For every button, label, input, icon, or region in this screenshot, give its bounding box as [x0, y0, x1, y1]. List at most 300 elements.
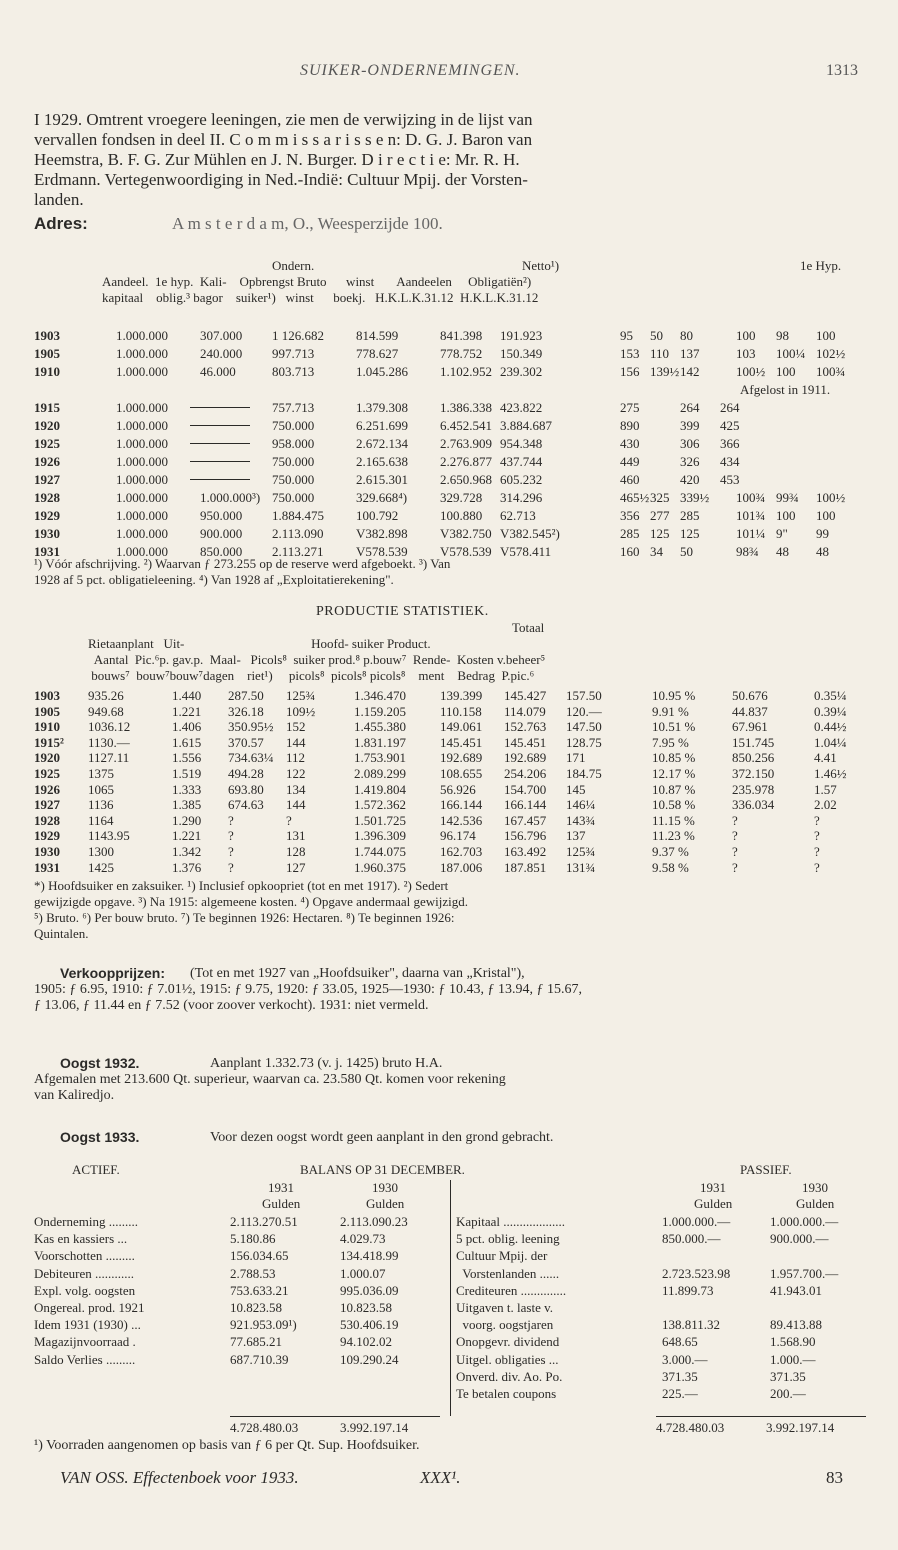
table-cell: 80 — [680, 328, 693, 343]
passief-label: PASSIEF. — [740, 1162, 792, 1177]
table-cell: 122 — [286, 766, 306, 781]
oogst1933-text: Voor dezen oogst wordt geen aanplant in den grond gebracht. — [210, 1130, 554, 1145]
table-cell: 103 — [736, 346, 756, 361]
table-cell: 184.75 — [566, 766, 602, 781]
table-cell: V578.411 — [500, 544, 552, 559]
table-row-year: 1915² — [34, 734, 64, 750]
table-cell: 50 — [650, 328, 663, 343]
actief-label: ACTIEF. — [72, 1162, 120, 1177]
footer-source: VAN OSS. Effectenboek voor 1933. — [60, 1468, 299, 1487]
table-cell: 6.251.699 — [356, 418, 408, 433]
table-cell: 841.398 — [440, 328, 483, 343]
table-cell: 1.000.000³) — [200, 490, 261, 505]
table-cell: ? — [732, 859, 738, 875]
adres-value: A m s t e r d a m, O., Weesperzijde 100. — [172, 214, 443, 233]
verkoopprijzen-label: Verkoopprijzen: — [60, 965, 166, 981]
table-cell: ? — [228, 859, 234, 875]
table-cell: 6.452.541 — [440, 418, 492, 433]
passief-value-1930: 371.35 — [770, 1368, 806, 1384]
table-cell: 147.50 — [566, 719, 602, 735]
table-cell: 1127.11 — [88, 750, 130, 766]
table-cell: 1300 — [88, 844, 114, 859]
table-cell: 778.752 — [440, 346, 483, 361]
passief-value-1931: 2.723.523.98 — [662, 1265, 731, 1281]
table-cell: 757.713 — [272, 400, 315, 415]
table-row-year: 1931 — [34, 859, 60, 875]
table-cell: 7.95 % — [652, 734, 689, 750]
table-cell: 142.536 — [440, 812, 483, 828]
table-cell: 1.000.000 — [116, 400, 168, 415]
table-cell: 1.000.000 — [116, 346, 168, 361]
table-cell: 144 — [286, 734, 306, 750]
table-cell: 1036.12 — [88, 719, 131, 735]
passief-value-1930: 1.000.000.— — [770, 1214, 839, 1229]
table-cell: 1.440 — [172, 688, 202, 703]
table-cell: 0.39¼ — [814, 703, 847, 719]
actief-value-1930: 530.406.19 — [340, 1317, 399, 1333]
table-cell: 48 — [776, 544, 789, 559]
table-cell: 693.80 — [228, 781, 264, 797]
table-cell: 949.68 — [88, 703, 124, 719]
table-cell: 1.000.000 — [116, 454, 168, 469]
table-cell: 99 — [816, 526, 829, 541]
table-cell: 372.150 — [732, 766, 775, 781]
actief-item-label: Idem 1931 (1930) ... — [34, 1317, 141, 1333]
year-header: 1930 — [802, 1180, 828, 1195]
table-cell — [200, 454, 213, 469]
table-cell: 2.165.638 — [356, 454, 408, 469]
table-cell — [200, 400, 213, 415]
intro-line: I 1929. Omtrent vroegere leeningen, zie men de verwijzing in de lijst van — [34, 110, 533, 129]
table-cell: 100 — [816, 508, 836, 523]
table-cell: 2.276.877 — [440, 454, 492, 469]
table-cell: 10.51 % — [652, 719, 696, 735]
table-cell: 1.57 — [814, 781, 837, 797]
table-row-year: 1920 — [34, 418, 60, 433]
actief-value-1930: 10.823.58 — [340, 1300, 392, 1315]
table-cell: 1.000.000 — [116, 508, 168, 523]
table-row-year: 1905 — [34, 703, 60, 719]
table-cell: 125 — [650, 526, 670, 541]
running-title: SUIKER-ONDERNEMINGEN. — [300, 62, 521, 79]
table-cell: 325 — [650, 490, 670, 505]
table-cell: 1 126.682 — [272, 328, 324, 343]
table-cell: 10.95 % — [652, 688, 696, 703]
table-cell: 954.348 — [500, 436, 543, 451]
table-cell: 100¼ — [776, 346, 806, 361]
table-cell: 151.745 — [732, 734, 775, 750]
adres-label: Adres: — [34, 214, 88, 233]
table-cell: 10.87 % — [652, 781, 696, 797]
table-cell: 187.006 — [440, 859, 483, 875]
passief-value-1931: 225.— — [662, 1386, 698, 1401]
table-cell: 1143.95 — [88, 828, 130, 844]
table-cell: V578.539 — [356, 544, 408, 559]
table-cell: 1.000.000 — [116, 544, 168, 559]
table-cell: 2.113.090 — [272, 526, 324, 541]
table-cell: 153 — [620, 346, 640, 361]
table-row-year: 1925 — [34, 436, 60, 451]
table-cell: ? — [228, 812, 234, 828]
footnote: ⁵) Bruto. ⁶) Per bouw bruto. ⁷) Te beginnen 1926: Hectaren. ⁸) Te beginnen 1926: — [34, 910, 455, 925]
table-cell: 134 — [286, 781, 306, 797]
table-cell: 110.158 — [440, 703, 482, 719]
table-cell: 240.000 — [200, 346, 243, 361]
table-cell: 336.034 — [732, 797, 775, 813]
table-cell: 1.753.901 — [354, 750, 406, 766]
table-cell: 750.000 — [272, 418, 315, 433]
dash-rule — [190, 461, 250, 462]
actief-value-1931: 753.633.21 — [230, 1282, 289, 1298]
table-cell: 1.376 — [172, 859, 202, 875]
table-cell: ? — [732, 812, 738, 828]
unit-header: Gulden — [796, 1196, 835, 1211]
table-row-year: 1925 — [34, 766, 60, 781]
oogst1932-text: Aanplant 1.332.73 (v. j. 1425) bruto H.A. — [210, 1056, 443, 1071]
table-cell: 100 — [816, 328, 836, 343]
table-cell: 50.676 — [732, 688, 768, 703]
table-cell: 50 — [680, 544, 693, 559]
table-cell: 125 — [680, 526, 700, 541]
table-row-year: 1930 — [34, 844, 60, 859]
table-cell — [200, 418, 213, 433]
table-cell: 146¼ — [566, 797, 596, 813]
table-cell: 9.91 % — [652, 703, 689, 719]
table-cell: 167.457 — [504, 812, 547, 828]
passief-item-label: Crediteuren .............. — [456, 1282, 567, 1298]
table-cell: 285 — [620, 526, 640, 541]
total-actief-1930: 3.992.197.14 — [340, 1420, 409, 1435]
table-cell: 425 — [720, 418, 740, 433]
table-cell: 166.144 — [440, 797, 483, 813]
table-cell: 287.50 — [228, 688, 264, 703]
table-cell: 101¾ — [736, 508, 766, 523]
table-cell: 137 — [680, 346, 700, 361]
table-cell: 306 — [680, 436, 700, 451]
table-cell: 1.501.725 — [354, 812, 406, 828]
total-passief-1930: 3.992.197.14 — [766, 1420, 835, 1435]
passief-value-1930: 1.000.— — [770, 1351, 816, 1367]
table-cell: 750.000 — [272, 490, 315, 505]
table-row-year: 1930 — [34, 526, 60, 541]
table-cell: 900.000 — [200, 526, 243, 541]
table-cell: 264 — [680, 400, 700, 415]
table-cell: 109½ — [286, 703, 316, 719]
table-cell: 803.713 — [272, 364, 315, 379]
table-cell: 750.000 — [272, 472, 315, 487]
table2-header: bouws⁷ bouw⁷bouw⁷dagen riet¹) picols⁸ picols⁸ picols⁸ ment Bedrag P.pic.⁶ — [88, 668, 535, 683]
actief-value-1931: 921.953.09¹) — [230, 1317, 297, 1333]
passief-value-1930: 89.413.88 — [770, 1317, 822, 1333]
intro-line: landen. — [34, 190, 84, 209]
actief-value-1931: 5.180.86 — [230, 1231, 276, 1247]
intro-line: Erdmann. Vertegenwoordiging in Ned.-Indië: Cultuur Mpij. der Vorsten- — [34, 170, 528, 189]
actief-value-1930: 134.418.99 — [340, 1248, 399, 1264]
table-cell: 131 — [286, 828, 306, 844]
passief-item-label: Vorstenlanden ...... — [456, 1265, 560, 1281]
table-cell: 34 — [650, 544, 663, 559]
table-cell: 1.615 — [172, 734, 202, 750]
table-cell: 329.728 — [440, 490, 483, 505]
table-cell: 935.26 — [88, 688, 124, 703]
table-row-year: 1910 — [34, 719, 60, 735]
footnote: Quintalen. — [34, 926, 89, 941]
table-row-year: 1915 — [34, 400, 60, 415]
table-cell: 192.689 — [504, 750, 547, 766]
actief-item-label: Kas en kassiers ... — [34, 1231, 128, 1247]
table-cell: 264 — [720, 400, 740, 415]
table-cell: 1.379.308 — [356, 400, 408, 415]
dash-rule — [190, 407, 250, 408]
table1-header: Aandeel. 1e hyp. Kali- Opbrengst Bruto winst Aandeelen Obligatiën²) — [102, 274, 532, 289]
table1-header: Ondern. — [272, 258, 315, 273]
table-cell: 100 — [776, 508, 796, 523]
passief-value-1930: 200.— — [770, 1386, 806, 1401]
oogst1932-text: Afgemalen met 213.600 Qt. superieur, waarvan ca. 23.580 Qt. komen voor rekening — [34, 1072, 506, 1087]
table-cell: 850.256 — [732, 750, 775, 766]
table-cell: 1.000.000 — [116, 418, 168, 433]
table-cell: ? — [814, 812, 820, 828]
table-cell: 1.342 — [172, 844, 202, 859]
table-cell: 156.796 — [504, 828, 547, 844]
table-cell: 1.221 — [172, 828, 202, 844]
actief-value-1930: 1.000.07 — [340, 1265, 386, 1281]
table-cell: ? — [732, 828, 738, 844]
table-cell: 423.822 — [500, 400, 543, 415]
footer-page: 83 — [826, 1468, 843, 1487]
table1-header: Netto¹) — [522, 258, 560, 273]
table-cell: 163.492 — [504, 844, 547, 859]
table-cell: 326 — [680, 454, 700, 469]
table-cell: 1.386.338 — [440, 400, 492, 415]
table-cell: ? — [228, 828, 234, 844]
table-cell: V382.750 — [440, 526, 492, 541]
passief-item-label: 5 pct. oblig. leening — [456, 1231, 560, 1247]
table-cell: 420 — [680, 472, 700, 487]
table-cell: 3.884.687 — [500, 418, 552, 433]
table-cell: 814.599 — [356, 328, 399, 343]
table-cell: 449 — [620, 454, 640, 469]
table-cell: 100¾ — [736, 490, 766, 505]
table2-header: Totaal — [512, 620, 545, 635]
table-row-year: 1929 — [34, 828, 60, 844]
table-cell: 154.700 — [504, 781, 547, 797]
table-cell: 156 — [620, 364, 640, 379]
oogst1932-text: van Kaliredjo. — [34, 1088, 115, 1103]
table-cell: ? — [286, 812, 292, 828]
table-cell: 108.655 — [440, 766, 483, 781]
table-cell: 1.000.000 — [116, 472, 168, 487]
table-cell: 734.63¼ — [228, 750, 274, 766]
table-cell: 326.18 — [228, 703, 264, 719]
oogst1932-label: Oogst 1932. — [60, 1055, 140, 1071]
passief-value-1931: 648.65 — [662, 1334, 698, 1350]
actief-item-label: Ongereal. prod. 1921 — [34, 1300, 145, 1315]
actief-item-label: Magazijnvoorraad . — [34, 1334, 136, 1350]
table1-header: 1e Hyp. — [800, 258, 842, 273]
table-cell: 192.689 — [440, 750, 483, 766]
table-cell: 1.102.952 — [440, 364, 492, 379]
actief-value-1930: 995.036.09 — [340, 1282, 399, 1298]
table-cell: 277 — [650, 508, 670, 523]
table-cell: 1.572.362 — [354, 797, 406, 813]
table-cell: 125¾ — [566, 844, 596, 859]
passief-item-label: Onopgevr. dividend — [456, 1334, 560, 1350]
passief-item-label: Cultuur Mpij. der — [456, 1248, 548, 1264]
verkoopprijzen-text: (Tot en met 1927 van „Hoofdsuiker", daarna van „Kristal"), — [190, 966, 525, 981]
table-cell: 114.079 — [504, 703, 546, 719]
footnote: ¹) Vóór afschrijving. ²) Waarvan ƒ 273.255 op de reserve werd afgeboekt. ³) Van — [34, 556, 451, 571]
dash-rule — [190, 479, 250, 480]
table-cell: 1130.— — [88, 734, 130, 750]
table-row-year: 1931 — [34, 544, 60, 559]
table-cell: 1425 — [88, 859, 114, 875]
table-cell: 101¼ — [736, 526, 766, 541]
table-cell: 437.744 — [500, 454, 543, 469]
passief-value-1930: 900.000.— — [770, 1231, 829, 1247]
passief-item-label: Uitgel. obligaties ... — [456, 1351, 559, 1367]
passief-value-1931: 1.000.000.— — [662, 1214, 731, 1229]
table-cell: 10.58 % — [652, 797, 696, 813]
table-cell: 100¾ — [816, 364, 846, 379]
page-number: 1313 — [826, 62, 858, 79]
table-cell: 1.221 — [172, 703, 202, 719]
table-cell: ? — [732, 844, 738, 859]
actief-value-1931: 2.113.270.51 — [230, 1214, 298, 1229]
table-cell: V382.898 — [356, 526, 408, 541]
table-cell: 1.831.197 — [354, 734, 406, 750]
table-cell: ? — [814, 859, 820, 875]
total-actief-1931: 4.728.480.03 — [230, 1420, 299, 1435]
table-cell: 494.28 — [228, 766, 264, 781]
actief-item-label: Onderneming ......... — [34, 1214, 138, 1229]
table-cell: 2.02 — [814, 797, 837, 813]
table-cell: 143¾ — [566, 812, 596, 828]
table-cell: 9.37 % — [652, 844, 689, 859]
passief-value-1930: 1.568.90 — [770, 1334, 816, 1350]
table-cell: 465½ — [620, 490, 650, 505]
table-row-year: 1927 — [34, 797, 60, 813]
table-cell: 356 — [620, 508, 640, 523]
table-cell: 100½ — [816, 490, 846, 505]
table-cell: 950.000 — [200, 508, 243, 523]
unit-header: Gulden — [366, 1196, 405, 1211]
actief-value-1930: 109.290.24 — [340, 1351, 399, 1367]
table-cell: 44.837 — [732, 703, 768, 719]
table-cell: 100 — [776, 364, 796, 379]
table1-header: kapitaal oblig.³ bagor suiker¹) winst boekj. H.K.L.K.31.12 H.K.L.K.31.12 — [102, 290, 539, 305]
actief-value-1931: 10.823.58 — [230, 1300, 282, 1315]
passief-value-1931: 138.811.32 — [662, 1317, 721, 1333]
verkoopprijzen-text: ƒ 13.06, ƒ 11.44 en ƒ 7.52 (voor zoover verkocht). 1931: niet vermeld. — [34, 998, 429, 1013]
passief-value-1930: 1.957.700.— — [770, 1265, 839, 1281]
table-cell: 2.113.271 — [272, 544, 324, 559]
actief-item-label: Voorschotten ......... — [34, 1248, 135, 1264]
table-cell: 1.519 — [172, 766, 202, 781]
table-cell: 1.396.309 — [354, 828, 406, 844]
table-cell: 1136 — [88, 797, 114, 813]
table-cell: V578.539 — [440, 544, 492, 559]
afgelost-note: Afgelost in 1911. — [740, 382, 831, 397]
passief-item-label: Uitgaven t. laste v. — [456, 1300, 553, 1315]
actief-value-1931: 687.710.39 — [230, 1351, 289, 1367]
oogst1933-label: Oogst 1933. — [60, 1129, 140, 1145]
table-cell: 162.703 — [440, 844, 483, 859]
table-cell: 10.85 % — [652, 750, 696, 766]
table-row-year: 1903 — [34, 328, 60, 343]
unit-header: Gulden — [262, 1196, 301, 1211]
table-cell: 1.455.380 — [354, 719, 406, 735]
table-cell: 1.960.375 — [354, 859, 406, 875]
table-cell: 191.923 — [500, 328, 543, 343]
table-cell: 1.419.804 — [354, 781, 406, 797]
table-row-year: 1927 — [34, 472, 60, 487]
table-cell: ? — [814, 844, 820, 859]
table-cell: 150.349 — [500, 346, 543, 361]
passief-value-1930: 41.943.01 — [770, 1282, 822, 1298]
table-cell: 1164 — [88, 812, 114, 828]
table-cell: 0.44½ — [814, 719, 847, 735]
table-cell: 1.744.075 — [354, 844, 406, 859]
table-row-year: 1928 — [34, 490, 60, 505]
table-cell: 2.763.909 — [440, 436, 492, 451]
table-cell: 370.57 — [228, 734, 264, 750]
table-cell: 778.627 — [356, 346, 399, 361]
table-cell: 366 — [720, 436, 740, 451]
table-cell: 142 — [680, 364, 700, 379]
table-cell: 275 — [620, 400, 640, 415]
intro-line: vervallen fondsen in deel II. C o m m i s s a r i s s e n: D. G. J. Baron van — [34, 130, 533, 149]
passief-value-1931: 3.000.— — [662, 1351, 708, 1367]
table-row-year: 1905 — [34, 346, 60, 361]
table-cell — [200, 436, 213, 451]
table-cell: 160 — [620, 544, 640, 559]
table-cell: 149.061 — [440, 719, 483, 735]
table-row-year: 1903 — [34, 688, 60, 703]
table-cell: 128 — [286, 844, 306, 859]
table-cell: 0.35¼ — [814, 688, 847, 703]
footer-volume: XXX¹. — [420, 1468, 461, 1487]
table-cell: 605.232 — [500, 472, 543, 487]
table-cell: 9.58 % — [652, 859, 689, 875]
table-cell: 139½ — [650, 364, 680, 379]
dash-rule — [190, 443, 250, 444]
table-cell: 1.333 — [172, 781, 202, 797]
table-cell: 102½ — [816, 346, 846, 361]
table-cell: 100.792 — [356, 508, 399, 523]
table-cell: 460 — [620, 472, 640, 487]
table-row-year: 1926 — [34, 454, 60, 469]
table-cell: 958.000 — [272, 436, 315, 451]
table-cell: 131¾ — [566, 859, 596, 875]
table-cell: 399 — [680, 418, 700, 433]
table-cell: 4.41 — [814, 750, 837, 766]
production-title: PRODUCTIE STATISTIEK. — [316, 604, 489, 619]
table-cell: 674.63 — [228, 797, 264, 813]
table-cell: 9" — [776, 526, 788, 541]
table-cell: 254.206 — [504, 766, 547, 781]
table-cell: 1.000.000 — [116, 490, 168, 505]
table-cell: 1.045.286 — [356, 364, 408, 379]
footnote: 1928 af 5 pct. obligatieleening. ⁴) Van 1928 af „Exploitatierekening". — [34, 572, 394, 587]
table-cell: 1.000.000 — [116, 526, 168, 541]
table-cell: 1.884.475 — [272, 508, 324, 523]
table-cell: 430 — [620, 436, 640, 451]
table-cell: 145.451 — [504, 734, 547, 750]
table-cell: 997.713 — [272, 346, 315, 361]
table-cell: 110 — [650, 346, 670, 361]
table-cell: 1.385 — [172, 797, 202, 813]
